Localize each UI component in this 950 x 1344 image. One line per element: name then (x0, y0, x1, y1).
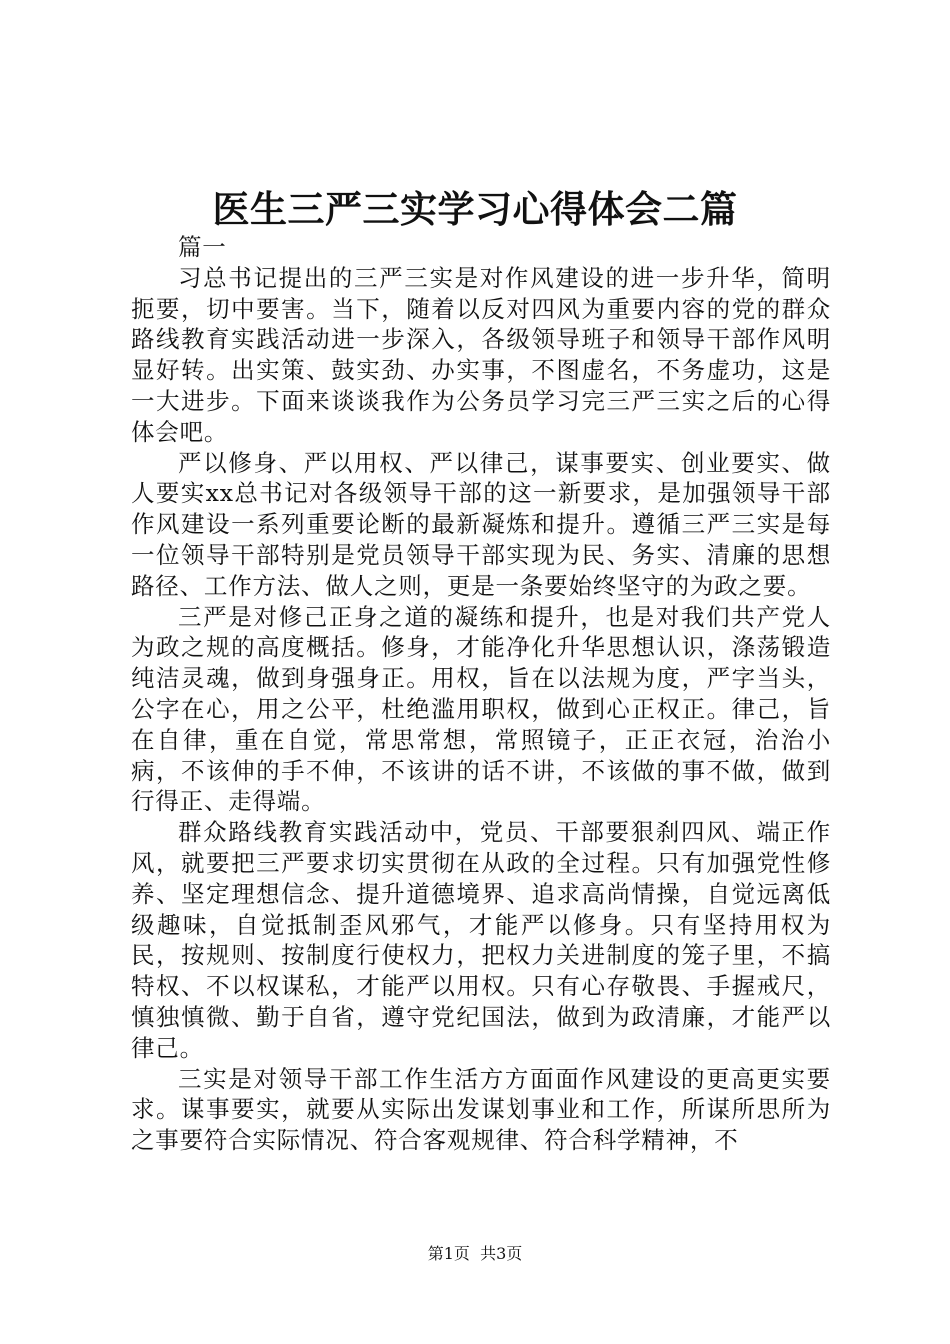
body-paragraph: 严以修身、严以用权、严以律己，谋事要实、创业要实、做人要实xx总书记对各级领导干部的这一新要求，是加强领导干部作风建设一系列重要论断的最新凝炼和提升。遵循三严三实是每一位领导干部特别是党员领导干部实现为民、务实、清廉的思想路径、工作方法、做人之则，更是一条要始终坚守的为政之要。 (131, 448, 831, 600)
document-title: 医生三严三实学习心得体会二篇 (212, 187, 738, 231)
body-paragraph: 习总书记提出的三严三实是对作风建设的进一步升华，简明扼要，切中要害。当下，随着以反对四风为重要内容的党的群众路线教育实践活动进一步深入，各级领导班子和领导干部作风明显好转。出实策、鼓实劲、办实事，不图虚名，不务虚功，这是一大进步。下面来谈谈我作为公务员学习完三严三实之后的心得体会吧。 (131, 263, 831, 446)
section-heading: 篇一 (178, 233, 227, 261)
page-number: 第1页 共3页 (427, 1244, 523, 1263)
page-footer (0, 1243, 950, 1265)
document-body (131, 232, 831, 1156)
body-paragraph: 群众路线教育实践活动中，党员、干部要狠刹四风、端正作风，就要把三严要求切实贯彻在从政的全过程。只有加强党性修养、坚定理想信念、提升道德境界、追求高尚情操，自觉远离低级趣味，自觉抵制歪风邪气，才能严以修身。只有坚持用权为民，按规则、按制度行使权力，把权力关进制度的笼子里，不搞特权、不以权谋私，才能严以用权。只有心存敬畏、手握戒尺，慎独慎微、勤于自省，遵守党纪国法，做到为政清廉，才能严以律己。 (131, 818, 831, 1062)
body-paragraph: 三实是对领导干部工作生活方方面面作风建设的更高更实要求。谋事要实，就要从实际出发谋划事业和工作，所谋所思所为之事要符合实际情况、符合客观规律、符合科学精神，不 (131, 1064, 831, 1155)
body-paragraph: 三严是对修己正身之道的凝练和提升，也是对我们共产党人为政之规的高度概括。修身，才能净化升华思想认识，涤荡锻造纯洁灵魂，做到身强身正。用权，旨在以法规为度，严字当头，公字在心，用之公平，杜绝滥用职权，做到心正权正。律己，旨在自律，重在自觉，常思常想，常照镜子，正正衣冠，治治小病，不该伸的手不伸，不该讲的话不讲，不该做的事不做，做到行得正、走得端。 (131, 602, 831, 816)
